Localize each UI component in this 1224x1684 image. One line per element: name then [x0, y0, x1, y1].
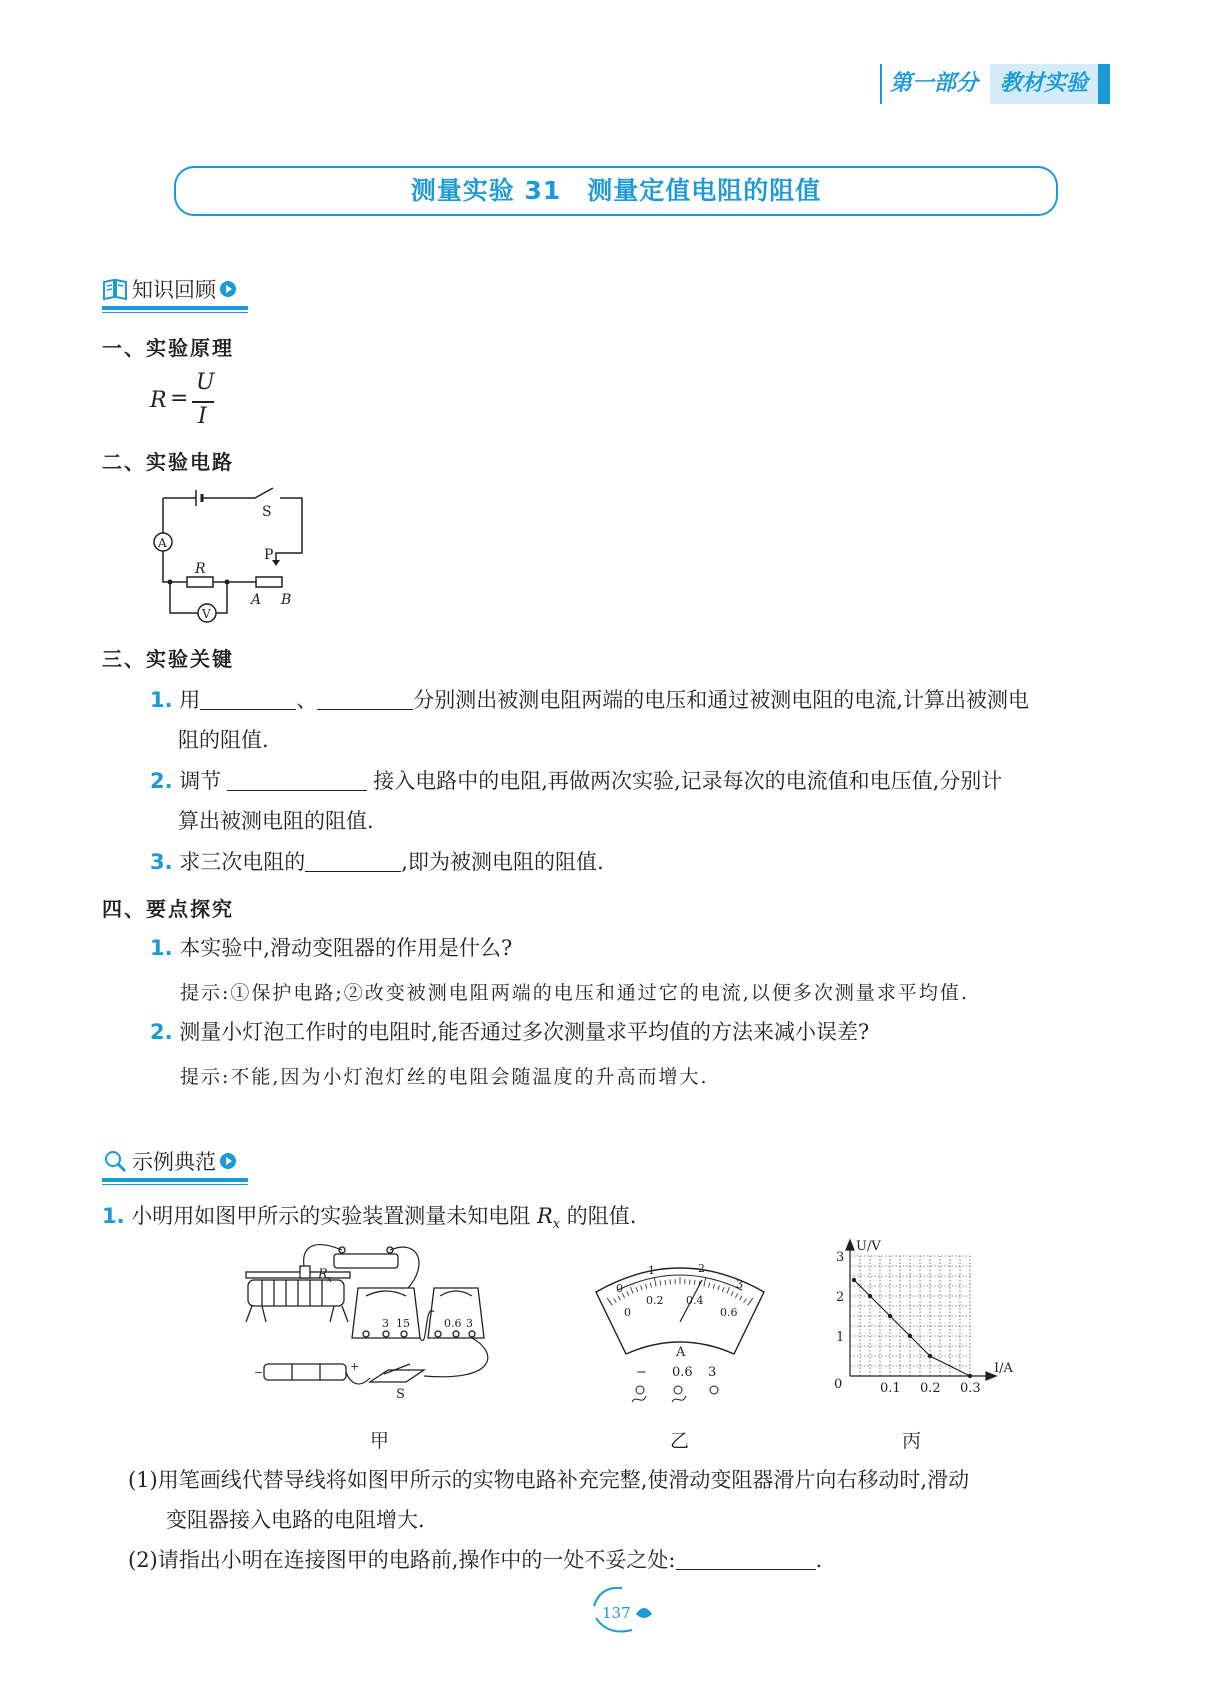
item-question: 本实验中,滑动变阻器的作用是什么?: [179, 936, 513, 960]
item-text: (2)请指出小明在连接图甲的电路前,操作中的一处不妥之处:: [128, 1548, 676, 1572]
page-number: 137: [602, 1604, 631, 1622]
section-review-title: 知识回顾: [132, 278, 216, 302]
play-icon: [220, 1153, 236, 1169]
y-tick-label: 2: [836, 1290, 845, 1305]
formula-lhs: R: [150, 388, 167, 413]
dial-top-3: 3: [736, 1278, 743, 1291]
item-text: ,即为被测电阻的阻值.: [401, 850, 604, 874]
x-tick-label: 0.2: [920, 1381, 941, 1396]
dial-top-1: 1: [648, 1264, 655, 1277]
circuit-label-s: S: [262, 504, 272, 520]
key-item-2: [150, 761, 1130, 801]
key-item-1-cont: 阻的阻值.: [178, 728, 269, 752]
dial-top-0: 0: [616, 1282, 623, 1295]
var-r: R: [536, 1204, 553, 1228]
circuit-diagram: [140, 478, 320, 630]
ammeter-tick-3: 3: [466, 1317, 473, 1330]
terminal-06: 0.6: [672, 1365, 693, 1380]
section-underline: [102, 306, 248, 310]
circuit-label-p: P: [264, 547, 274, 563]
circuit-label-ammeter: A: [158, 536, 167, 550]
circuit-label-voltmeter: V: [202, 607, 211, 621]
voltmeter-tick-3: 3: [382, 1317, 389, 1330]
item-text: 求三次电阻的: [179, 850, 306, 874]
key-item-3: [150, 842, 1130, 882]
terminal-minus: −: [636, 1365, 647, 1380]
circuit-heading: 二、实验电路: [102, 450, 234, 474]
circuit-label-r: R: [195, 561, 206, 577]
header-part: 第一部分: [890, 71, 979, 96]
page-header: [880, 64, 1110, 104]
y-tick-label: 3: [836, 1250, 845, 1265]
data-point: [928, 1354, 932, 1358]
caption-jia: 甲: [370, 1430, 390, 1452]
answer-blank[interactable]: [305, 849, 401, 872]
item-text: .: [815, 1548, 823, 1572]
chart-xlabel: I/A: [994, 1361, 1013, 1376]
explore-hint-2: 提示:不能,因为小灯泡灯丝的电阻会随温度的升高而增大.: [180, 1066, 709, 1088]
sub-question-1: (1)用笔画线代替导线将如图甲所示的实物电路补充完整,使滑动变阻器滑片向右移动时,滑动: [128, 1468, 970, 1492]
answer-blank[interactable]: [200, 687, 296, 710]
y-tick-label: 1: [836, 1330, 845, 1345]
item-number: 1.: [102, 1204, 125, 1228]
dial-bottom-02: 0.2: [646, 1294, 664, 1307]
header-divider: [880, 64, 882, 104]
circuit-label-a: A: [251, 592, 262, 608]
item-text: 小明用如图甲所示的实验装置测量未知电阻: [131, 1204, 531, 1228]
chart-ylabel: U/V: [856, 1239, 881, 1254]
answer-blank[interactable]: [676, 1547, 816, 1570]
formula-numerator: U: [196, 370, 215, 395]
x-tick-label: 0.3: [960, 1381, 981, 1396]
data-point: [908, 1334, 912, 1338]
data-point: [888, 1314, 892, 1318]
key-heading: 三、实验关键: [102, 647, 234, 671]
rx-sub: x: [327, 1275, 333, 1285]
key-item-2-cont: 算出被测电阻的阻值.: [178, 809, 374, 833]
explore-hint-1: 提示:①保护电路;②改变被测电阻两端的电压和通过它的电流,以便多次测量求平均值.: [180, 982, 969, 1004]
section-example-heading: [102, 1144, 236, 1178]
figure-bing-ui-chart: [822, 1236, 1022, 1406]
x-tick-label: 0.1: [880, 1381, 901, 1396]
section-review-heading: [102, 272, 236, 306]
item-number: 2.: [150, 1020, 173, 1044]
principle-heading: 一、实验原理: [102, 336, 234, 360]
ammeter-tick-06: 0.6: [444, 1317, 462, 1330]
battery-minus: −: [254, 1366, 264, 1379]
answer-blank[interactable]: [317, 687, 413, 710]
fraction-bar: [192, 401, 214, 403]
item-number: 2.: [150, 769, 173, 793]
header-accent-bar: [1098, 64, 1110, 104]
dial-bottom-04: 0.4: [686, 1294, 704, 1307]
figure-yi-ammeter-dial: [590, 1252, 770, 1420]
item-text: 的阻值.: [560, 1204, 637, 1228]
data-point: [868, 1294, 872, 1298]
formula-denominator: I: [198, 404, 207, 429]
item-question: 测量小灯泡工作时的电阻时,能否通过多次测量求平均值的方法来减小误差?: [179, 1020, 870, 1044]
decor-icon: [636, 1608, 652, 1618]
switch-label: S: [396, 1387, 405, 1402]
terminal-3: 3: [708, 1365, 717, 1380]
item-text: 接入电路中的电阻,再做两次实验,记录每次的电流值和电压值,分别计: [373, 769, 1003, 793]
section-underline-thin: [102, 312, 248, 313]
battery-plus: +: [350, 1360, 360, 1373]
voltmeter-tick-15: 15: [396, 1317, 410, 1330]
section-example-title: 示例典范: [132, 1150, 216, 1174]
answer-blank[interactable]: [227, 768, 367, 791]
sub-question-2: [128, 1540, 1128, 1580]
item-text: 、: [296, 688, 318, 712]
caption-bing: 丙: [902, 1430, 922, 1452]
figure-jia-apparatus: [238, 1242, 528, 1402]
sub-question-1-cont: 变阻器接入电路的电阻增大.: [166, 1508, 425, 1532]
play-icon: [220, 281, 236, 297]
header-section: 教材实验: [990, 64, 1098, 104]
magnifier-icon: [102, 1148, 128, 1174]
chart-origin: 0: [834, 1377, 843, 1392]
dial-bottom-06: 0.6: [720, 1306, 738, 1319]
caption-yi: 乙: [670, 1430, 690, 1452]
formula: [150, 372, 230, 428]
section-underline: [102, 1178, 248, 1182]
rx-label: R: [318, 1267, 328, 1282]
explore-heading: 四、要点探究: [102, 897, 234, 921]
page-title: 测量实验 31 测量定值电阻的阻值: [174, 166, 1058, 216]
item-text: 调节: [179, 769, 222, 793]
section-underline-thin: [102, 1184, 248, 1185]
data-point: [852, 1278, 856, 1282]
item-number: 1.: [150, 936, 173, 960]
formula-equals: =: [170, 386, 189, 411]
key-item-1: [150, 680, 1130, 720]
dial-top-2: 2: [698, 1262, 705, 1275]
explore-item-1: [150, 928, 1130, 968]
item-text: 用: [179, 688, 201, 712]
item-number: 3.: [150, 850, 173, 874]
page-number-badge: [588, 1584, 662, 1640]
dial-bottom-0: 0: [624, 1306, 631, 1319]
book-icon: [102, 276, 128, 302]
data-point: [968, 1374, 972, 1378]
var-sub: x: [552, 1217, 561, 1233]
item-text: 分别测出被测电阻两端的电压和通过被测电阻的电流,计算出被测电: [413, 688, 1029, 712]
circuit-label-b: B: [281, 592, 292, 608]
dial-unit-a: A: [676, 1345, 686, 1360]
explore-item-2: [150, 1012, 1130, 1052]
item-number: 1.: [150, 688, 173, 712]
